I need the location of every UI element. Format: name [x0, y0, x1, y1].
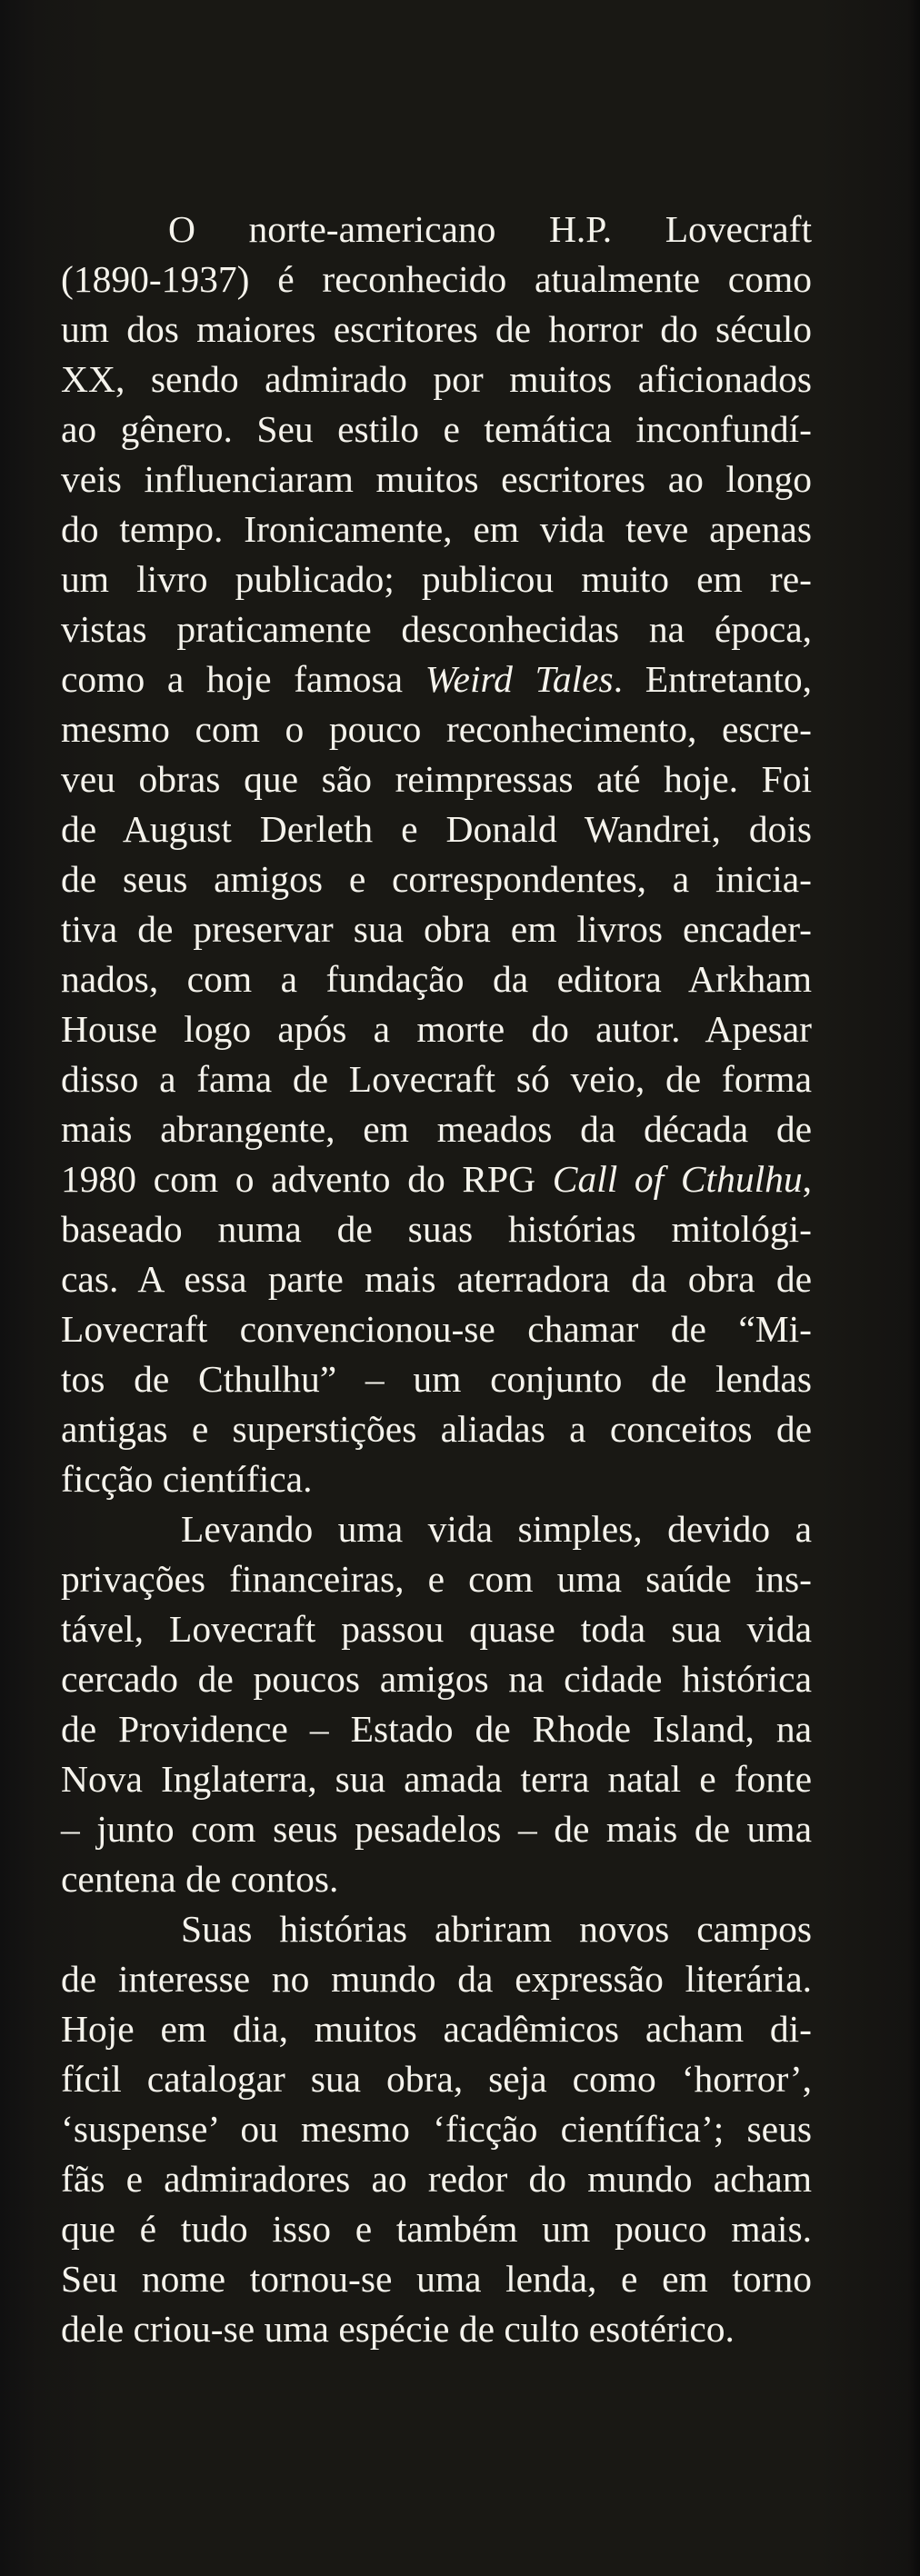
paragraph-3 — [61, 1904, 812, 2354]
text-segment: de August Derleth e Donald Wandrei, dois — [61, 808, 812, 850]
text-segment: de interesse no mundo da expressão literária. — [61, 1958, 812, 2000]
text-segment: Nova Inglaterra, sua amada terra natal e fonte — [61, 1758, 812, 1800]
synopsis-text — [61, 205, 812, 2354]
text-segment: O norte-americano H.P. Lovecraft — [168, 208, 812, 250]
text-segment: dele criou-se uma espécie de culto esotérico. — [61, 2308, 735, 2350]
text-segment: , — [802, 1158, 812, 1200]
text-segment: de seus amigos e correspondentes, a inicia- — [61, 858, 812, 900]
text-segment: fãs e admiradores ao redor do mundo acham — [61, 2158, 812, 2200]
text-line — [61, 504, 812, 554]
text-line — [61, 1004, 812, 1054]
text-segment: de Providence – Estado de Rhode Island, na — [61, 1708, 812, 1750]
text-line — [61, 354, 812, 404]
text-line — [61, 1604, 812, 1654]
text-line — [61, 704, 812, 754]
text-segment: cercado de poucos amigos na cidade histórica — [61, 1658, 812, 1700]
text-segment: Seu nome tornou-se uma lenda, e em torno — [61, 2258, 812, 2300]
text-segment: veis influenciaram muitos escritores ao longo — [61, 458, 812, 500]
text-segment: vistas praticamente desconhecidas na época, — [61, 608, 812, 650]
text-segment: 1980 com o advento do RPG — [61, 1158, 553, 1200]
text-segment: House logo após a morte do autor. Apesar — [61, 1008, 812, 1050]
text-segment: disso a fama de Lovecraft só veio, de forma — [61, 1058, 812, 1100]
text-segment: que é tudo isso e também um pouco mais. — [61, 2208, 812, 2250]
text-line — [61, 2154, 812, 2204]
text-line — [61, 1854, 812, 1904]
game-title: Call of Cthulhu — [552, 1158, 803, 1200]
text-line — [61, 1304, 812, 1354]
text-line — [61, 654, 812, 704]
text-segment: nados, com a fundação da editora Arkham — [61, 958, 812, 1000]
text-line — [61, 1404, 812, 1454]
text-segment: cas. A essa parte mais aterradora da obra de — [61, 1258, 812, 1300]
text-line — [61, 1204, 812, 1254]
text-line — [61, 1054, 812, 1104]
text-segment: mesmo com o pouco reconhecimento, escre- — [61, 708, 812, 750]
text-line — [61, 1954, 812, 2004]
text-segment: veu obras que são reimpressas até hoje. Foi — [61, 758, 812, 800]
text-line — [61, 2054, 812, 2104]
text-line — [61, 1904, 812, 1954]
paragraph-1 — [61, 205, 812, 1504]
text-segment: como a hoje famosa — [61, 658, 425, 700]
text-segment: antigas e superstições aliadas a conceitos de — [61, 1408, 812, 1450]
text-line — [61, 904, 812, 954]
text-line — [61, 2254, 812, 2304]
text-segment: tiva de preservar sua obra em livros encader- — [61, 908, 812, 950]
text-segment: um livro publicado; publicou muito em re- — [61, 558, 812, 600]
text-segment: tos de Cthulhu” – um conjunto de lendas — [61, 1358, 812, 1400]
magazine-title: Weird Tales — [425, 658, 614, 700]
text-segment: Hoje em dia, muitos acadêmicos acham di- — [61, 2008, 812, 2050]
text-line — [61, 305, 812, 354]
paragraph-2 — [61, 1504, 812, 1904]
text-line — [61, 754, 812, 804]
page-edge-shadow — [907, 0, 920, 2576]
text-line — [61, 1154, 812, 1204]
text-segment: (1890-1937) é reconhecido atualmente como — [61, 258, 812, 300]
text-segment: centena de contos. — [61, 1858, 339, 1900]
text-line — [61, 804, 812, 854]
text-line — [61, 2104, 812, 2154]
text-segment: mais abrangente, em meados da década de — [61, 1108, 812, 1150]
text-line — [61, 954, 812, 1004]
text-segment: ao gênero. Seu estilo e temática inconfundí- — [61, 408, 812, 450]
text-segment: ficção científica. — [61, 1458, 313, 1500]
text-line — [61, 404, 812, 454]
text-line — [61, 1104, 812, 1154]
text-line — [61, 604, 812, 654]
text-line — [61, 2004, 812, 2054]
text-line — [61, 1254, 812, 1304]
text-line — [61, 1704, 812, 1754]
text-line — [61, 1454, 812, 1504]
text-line — [61, 205, 812, 255]
text-line — [61, 454, 812, 504]
text-segment: privações financeiras, e com uma saúde ins- — [61, 1558, 812, 1600]
text-segment: Lovecraft convencionou-se chamar de “Mi- — [61, 1308, 812, 1350]
text-line — [61, 1354, 812, 1404]
text-segment: baseado numa de suas histórias mitológi- — [61, 1208, 812, 1250]
text-segment: um dos maiores escritores de horror do século — [61, 308, 812, 350]
text-segment: Suas histórias abriram novos campos — [181, 1908, 812, 1950]
text-segment: XX, sendo admirado por muitos aficionados — [61, 358, 812, 400]
text-line — [61, 1754, 812, 1804]
text-segment: Levando uma vida simples, devido a — [181, 1508, 812, 1550]
text-line — [61, 1654, 812, 1704]
text-segment: do tempo. Ironicamente, em vida teve apenas — [61, 508, 812, 550]
text-line — [61, 854, 812, 904]
text-segment: . Entretanto, — [613, 658, 812, 700]
text-line — [61, 2304, 812, 2354]
text-line — [61, 1554, 812, 1604]
text-line — [61, 1804, 812, 1854]
text-segment: fícil catalogar sua obra, seja como ‘horror’, — [61, 2058, 812, 2100]
text-segment: tável, Lovecraft passou quase toda sua vida — [61, 1608, 812, 1650]
text-line — [61, 255, 812, 305]
text-segment: – junto com seus pesadelos – de mais de uma — [61, 1808, 812, 1850]
text-line — [61, 1504, 812, 1554]
text-line — [61, 554, 812, 604]
text-segment: ‘suspense’ ou mesmo ‘ficção científica’; seus — [61, 2108, 812, 2150]
text-line — [61, 2204, 812, 2254]
